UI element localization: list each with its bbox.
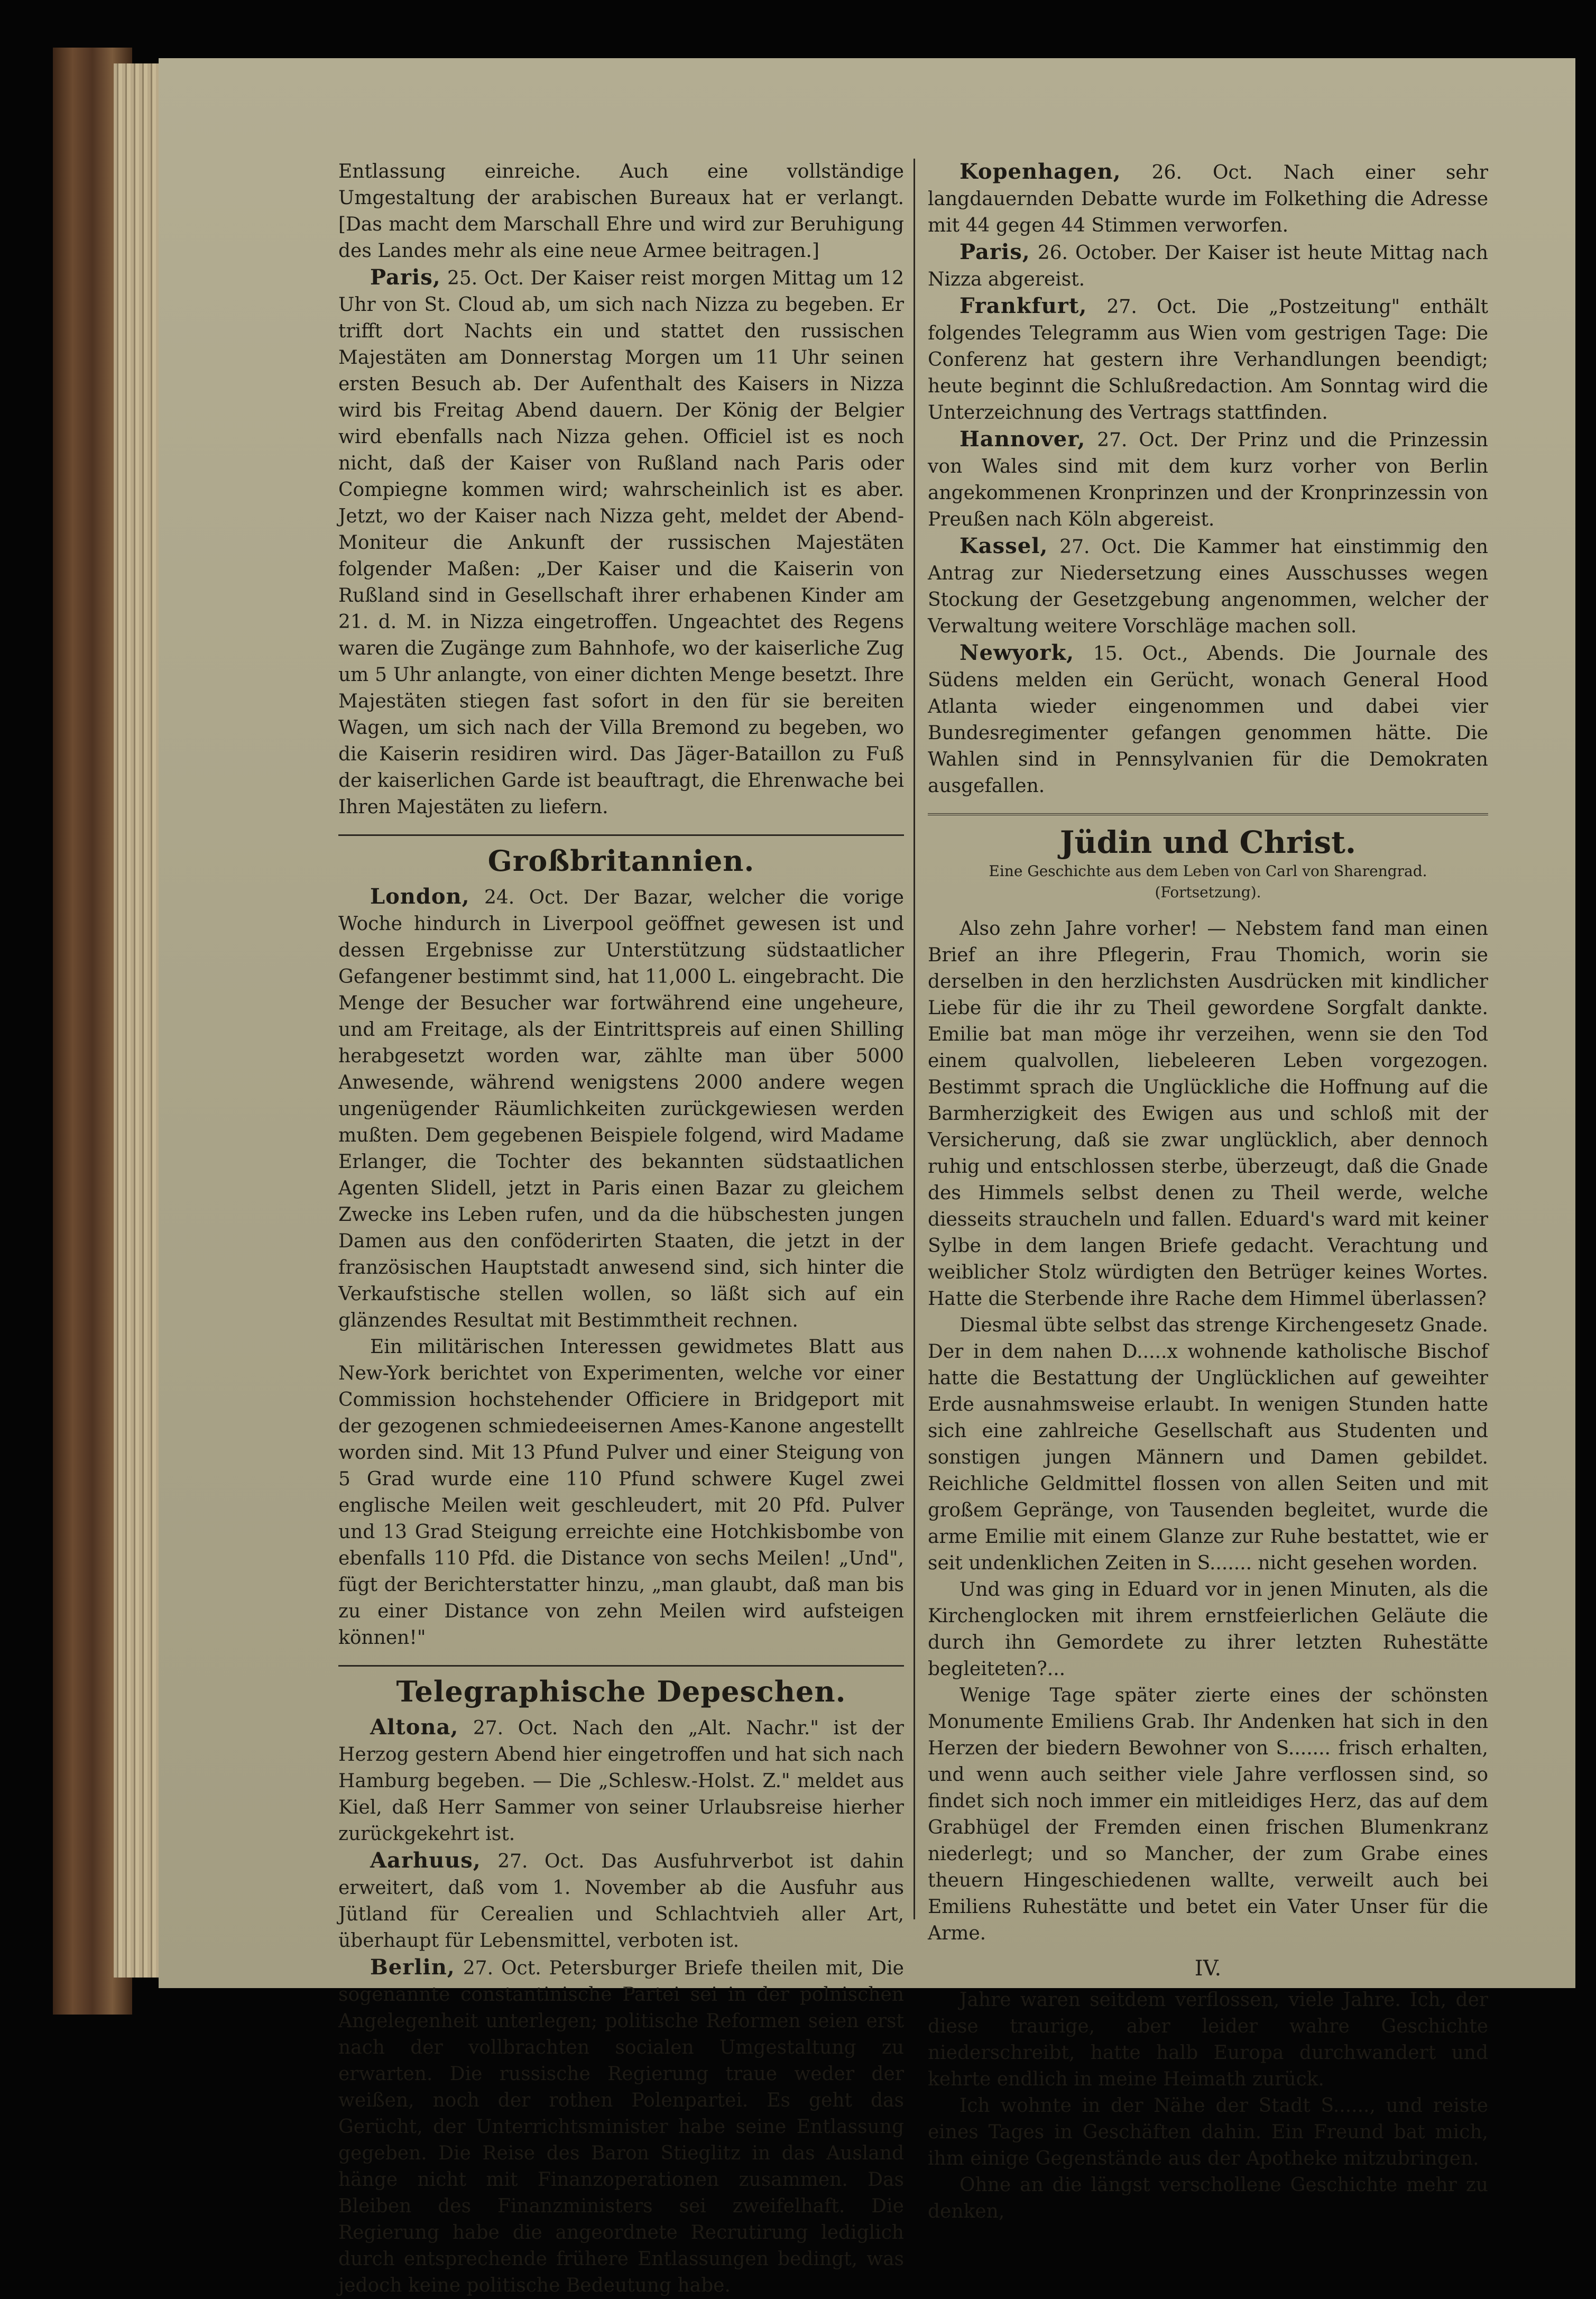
report-text: 27. Oct. Das Ausfuhrverbot ist dahin erweitert, daß vom 1. November ab die Ausfuhr aus Jütland für Cerealien und Schlachtvieh aller Art, überhaupt für Lebensmittel, verboten ist. — [338, 1851, 904, 1952]
story-paragraph: Ich wohnte in der Nähe der Stadt S......, und reiste eines Tages in Geschäften dahin. Ein Freund bat mich, ihm einige Gegenstände aus der Apotheke mitzubringen. — [928, 2095, 1488, 2169]
london-report — [338, 884, 904, 1334]
story-paragraph: Jahre waren seitdem verflossen, viele Jahre. Ich, der diese traurige, aber leider wahre Geschichte niederschreibt, hatte halb Europa durchwandert und kehrte endlich in meine Heimath zurück. — [928, 1989, 1488, 2090]
section-heading-gb: Großbritannien. — [487, 844, 755, 878]
dateline-place: Kopenhagen, — [960, 159, 1121, 184]
left-column — [338, 159, 904, 2299]
frankfurt-report — [928, 293, 1488, 426]
story-subtitle: Eine Geschichte aus dem Leben von Carl von Sharengrad. — [989, 862, 1427, 880]
story-paragraph: Ohne an die längst verschollene Geschichte mehr zu denken, — [928, 2174, 1488, 2222]
story-paragraph: Wenige Tage später zierte eines der schönsten Monumente Emiliens Grab. Ihr Andenken hat sich in den Herzen der biedern Bewohner von S....... frisch erhalten, und wenn auch seither viele Jahre verflossen sind, so findet sich noch immer ein mitleidiges Herz, das auf dem Grabhügel der Fremden einen frischen Blumenkranz niederlegt; und so Mancher, der zum Grabe eines theuern Hingeschiedenen wallte, verweilt auch bei Emiliens Ruhestätte und betet ein Vater Unser für die Arme. — [928, 1685, 1488, 1944]
dateline-place: Paris, — [370, 265, 441, 290]
paris-report-2 — [928, 239, 1488, 293]
report-text: 25. Oct. Der Kaiser reist morgen Mittag um 12 Uhr von St. Cloud ab, um sich nach Nizza zu begeben. Er trifft dort Nachts ein und stattet den russischen Majestäten am Donnerstag Morgen um 11 Uhr seinen ersten Besuch ab. Der Aufenthalt des Kaisers in Nizza wird bis Freitag Abend dauern. Der König der Belgier wird ebenfalls nach Nizza gehen. Officiel ist es noch nicht, daß der Kaiser von Rußland nach Paris oder Compiegne kommen wird; wahrscheinlich ist es aber. Jetzt, wo der Kaiser nach Nizza geht, meldet der Abend-Moniteur die Ankunft der russischen Majestäten folgender Maßen: „Der Kaiser und die Kaiserin von Rußland sind in Gesellschaft ihrer erhabenen Kinder am 21. d. M. in Nizza eingetroffen. Ungeachtet des Regens waren die Zugänge zum Bahnhofe, wo der kaiserliche Zug um 5 Uhr anlangte, von einer dichten Menge besetzt. Ihre Majestäten stiegen fast sofort in den für sie bereiten Wagen, um sich nach der Villa Bremond zu begeben, wo die Kaiserin residiren wird. Das Jäger-Bataillon zu Fuß der kaiserlichen Garde ist beauftragt, die Ehrenwache bei Ihren Majestäten zu liefern. — [338, 268, 904, 818]
story-paragraph: Und was ging in Eduard vor in jenen Minuten, als die Kirchenglocken mit ihrem ernstfeierlichen Geläute die durch ihn Gemordete zu ihrer letzten Ruhestätte begleiteten?... — [928, 1579, 1488, 1680]
report-text: 27. Oct. Petersburger Briefe theilen mit, Die sogenannte constantinische Partei sei in der polnischen Angelegenheit unterlegen; politische Reformen seien erst nach der vollbrachten socialen Umgestaltung zu erwarten. Die russische Regierung traue weder der weißen, noch der rothen Polenpartei. Es geht das Gerücht, der Unterrichtsminister habe seine Entlassung gegeben. Die Reise des Baron Stieglitz in das Ausland hänge nicht mit Finanzoperationen zusammen. Das Bleiben des Finanzministers sei zweifelhaft. Die Regierung habe die angeordnete Recrutirung lediglich durch entsprechende frühere Entlassungen bedingt, was jedoch keine politische Bedeutung habe. — [338, 1957, 904, 2296]
report-text: 27. Oct. Der Prinz und die Prinzessin von Wales sind mit dem kurz vorher von Berlin angekommenen Kronprinzen und der Kronprinzessin von Preußen nach Köln abgereist. — [928, 429, 1488, 530]
story-paragraph: Also zehn Jahre vorher! — Nebstem fand man einen Brief an ihre Pflegerin, Frau Thomich, worin sie derselben in den herzlichsten Ausdrücken mit kindlicher Liebe für die ihr zu Theil gewordene Sorgfalt dankte. Emilie bat man möge ihr verzeihen, wenn sie den Tod einem qualvollen, liebeleeren Leben vorgezogen. Bestimmt sprach die Unglückliche die Hoffnung auf die Barmherzigkeit des Ewigen aus und schloß mit der Versicherung, daß sie zwar unglücklich, aber dennoch ruhig und entschlossen sterbe, überzeugt, daß die Gnade des Himmels selbst denen zu Theil werde, welche diesseits straucheln und fallen. Eduard's ward mit keiner Sylbe in dem langen Briefe gedacht. Verachtung und weiblicher Stolz würdigten den Betrüger keines Wortes. Hatte die Sterbende ihre Rache dem Himmel überlassen? — [928, 918, 1488, 1310]
dateline-place: Aarhuus, — [370, 1848, 481, 1873]
report-text: 26. October. Der Kaiser ist heute Mittag nach Nizza abgereist. — [928, 242, 1488, 290]
altona-report — [338, 1714, 904, 1847]
kassel-report — [928, 533, 1488, 640]
dateline-place: Newyork, — [960, 640, 1075, 665]
kopenhagen-report — [928, 159, 1488, 239]
story-title: Jüdin und Christ. — [1059, 824, 1357, 860]
report-text: 15. Oct., Abends. Die Journale des Südens melden ein Gerücht, wonach General Hood Atlanta wieder eingenommen und dabei vier Bundesregimenter gefangen genommen hätte. Die Wahlen sind in Pennsylvanien für die Demokraten ausgefallen. — [928, 643, 1488, 797]
section-rule — [338, 834, 904, 836]
report-text: 27. Oct. Die Kammer hat einstimmig den Antrag zur Niedersetzung eines Ausschusses wegen Stockung der Gesetzgebung angenommen, welcher der Verwaltung weitere Vorschläge machen soll. — [928, 536, 1488, 637]
newyork-report — [928, 640, 1488, 799]
report-text: 24. Oct. Der Bazar, welcher die vorige Woche hindurch in Liverpool geöffnet gewesen ist und dessen Ergebnisse zur Unterstützung südstaatlicher Gefangener bestimmt sind, hat 11,000 L. eingebracht. Die Menge der Besucher war fortwährend eine ungeheure, und am Freitage, als der Eintrittspreis auf einen Shilling herabgesetzt worden war, zählte man über 5000 Anwesende, während wenigstens 2000 andere wegen ungenügender Räumlichkeiten zurückgewiesen werden mußten. Dem gegebenen Beispiele folgend, wird Madame Erlanger, die Tochter des bekannten südstaatlichen Agenten Slidell, jetzt in Paris einen Bazar zu gleichem Zwecke ins Leben rufen, und da die hübschesten jungen Damen aus den conföderirten Staaten, die jetzt in der französischen Hauptstadt anwesend sind, sich hinter die Verkaufstische stellen wollen, so läßt sich auf ein glänzendes Resultat mit Bestimmtheit rechnen. — [338, 887, 904, 1331]
dateline-place: Paris, — [960, 240, 1030, 264]
report-text: 27. Oct. Die „Postzeitung" enthält folgendes Telegramm aus Wien vom gestrigen Tage: Die Conferenz hat gestern ihre Verhandlungen beendigt; heute beginnt die Schlußredaction. Am Sonntag wird die Unterzeichnung des Vertrags stattfinden. — [928, 296, 1488, 424]
aarhuus-report — [338, 1847, 904, 1954]
military-report: Ein militärischen Interessen gewidmetes Blatt aus New-York berichtet von Experimenten, welche vor einer Commission hochstehender Officiere in Bridgeport mit der gezogenen schmiedeeisernen Ames-Kanone angestellt worden sind. Mit 13 Pfund Pulver und einer Steigung von 5 Grad wurde eine 110 Pfund schwere Kugel zwei englische Meilen weit geschleudert, mit 20 Pfd. Pulver und 13 Grad Steigung erreichte eine Hotchkisbombe von ebenfalls 110 Pfd. die Distance von sechs Meilen! „Und", fügt der Berichterstatter hinzu, „man glaubt, daß man bis zu einer Distance von zehn Meilen wird aufsteigen können!" — [338, 1336, 904, 1649]
dateline-place: Hannover, — [960, 427, 1086, 452]
dateline-place: London, — [370, 884, 470, 909]
report-text: 27. Oct. Nach den „Alt. Nachr." ist der Herzog gestern Abend hier eingetroffen und hat sich nach Hamburg begeben. — Die „Schlesw.-Holst. Z." meldet aus Kiel, daß Herr Sammer von seiner Urlaubsreise hierher zurückgekehrt ist. — [338, 1717, 904, 1845]
paris-report — [338, 264, 904, 821]
story-paragraph: Diesmal übte selbst das strenge Kirchengesetz Gnade. Der in dem nahen D.....x wohnende katholische Bischof hatte die Bestattung der Unglücklichen auf geweihter Erde ausnahmsweise erlaubt. In wenigen Stunden hatte sich eine zahlreiche Gesellschaft aus Studenten und sonstigen jungen Männern und Damen gebildet. Reichliche Geldmittel flossen von allen Seiten und mit großem Gepränge, von Tausenden begleitet, wurde die arme Emilie mit einem Glanze zur Ruhe bestattet, wie er seit undenklichen Zeiten in S....... nicht gesehen worden. — [928, 1314, 1488, 1574]
section-rule — [338, 1665, 904, 1667]
section-heading-telegrams: Telegraphische Depeschen. — [396, 1675, 846, 1708]
berlin-report — [338, 1954, 904, 2299]
dateline-place: Kassel, — [960, 534, 1048, 558]
dateline-place: Altona, — [370, 1715, 459, 1740]
chapter-number: IV. — [1194, 1956, 1222, 1981]
dateline-place: Berlin, — [370, 1955, 455, 1980]
report-text: 26. Oct. Nach einer sehr langdauernden Debatte wurde im Folkething die Adresse mit 44 gegen 44 Stimmen verworfen. — [928, 162, 1488, 236]
column-divider — [914, 159, 915, 1919]
hannover-report — [928, 426, 1488, 533]
story-continuation-note: (Fortsetzung). — [1155, 884, 1261, 901]
dateline-place: Frankfurt, — [960, 293, 1087, 318]
intro-paragraph: Entlassung einreiche. Auch eine vollständige Umgestaltung der arabischen Bureaux hat er verlangt. [Das macht dem Marschall Ehre und wird zur Beruhigung des Landes mehr als eine neue Armee beitragen.] — [338, 161, 904, 262]
feuilleton-rule — [928, 813, 1488, 817]
right-column — [928, 159, 1488, 2225]
